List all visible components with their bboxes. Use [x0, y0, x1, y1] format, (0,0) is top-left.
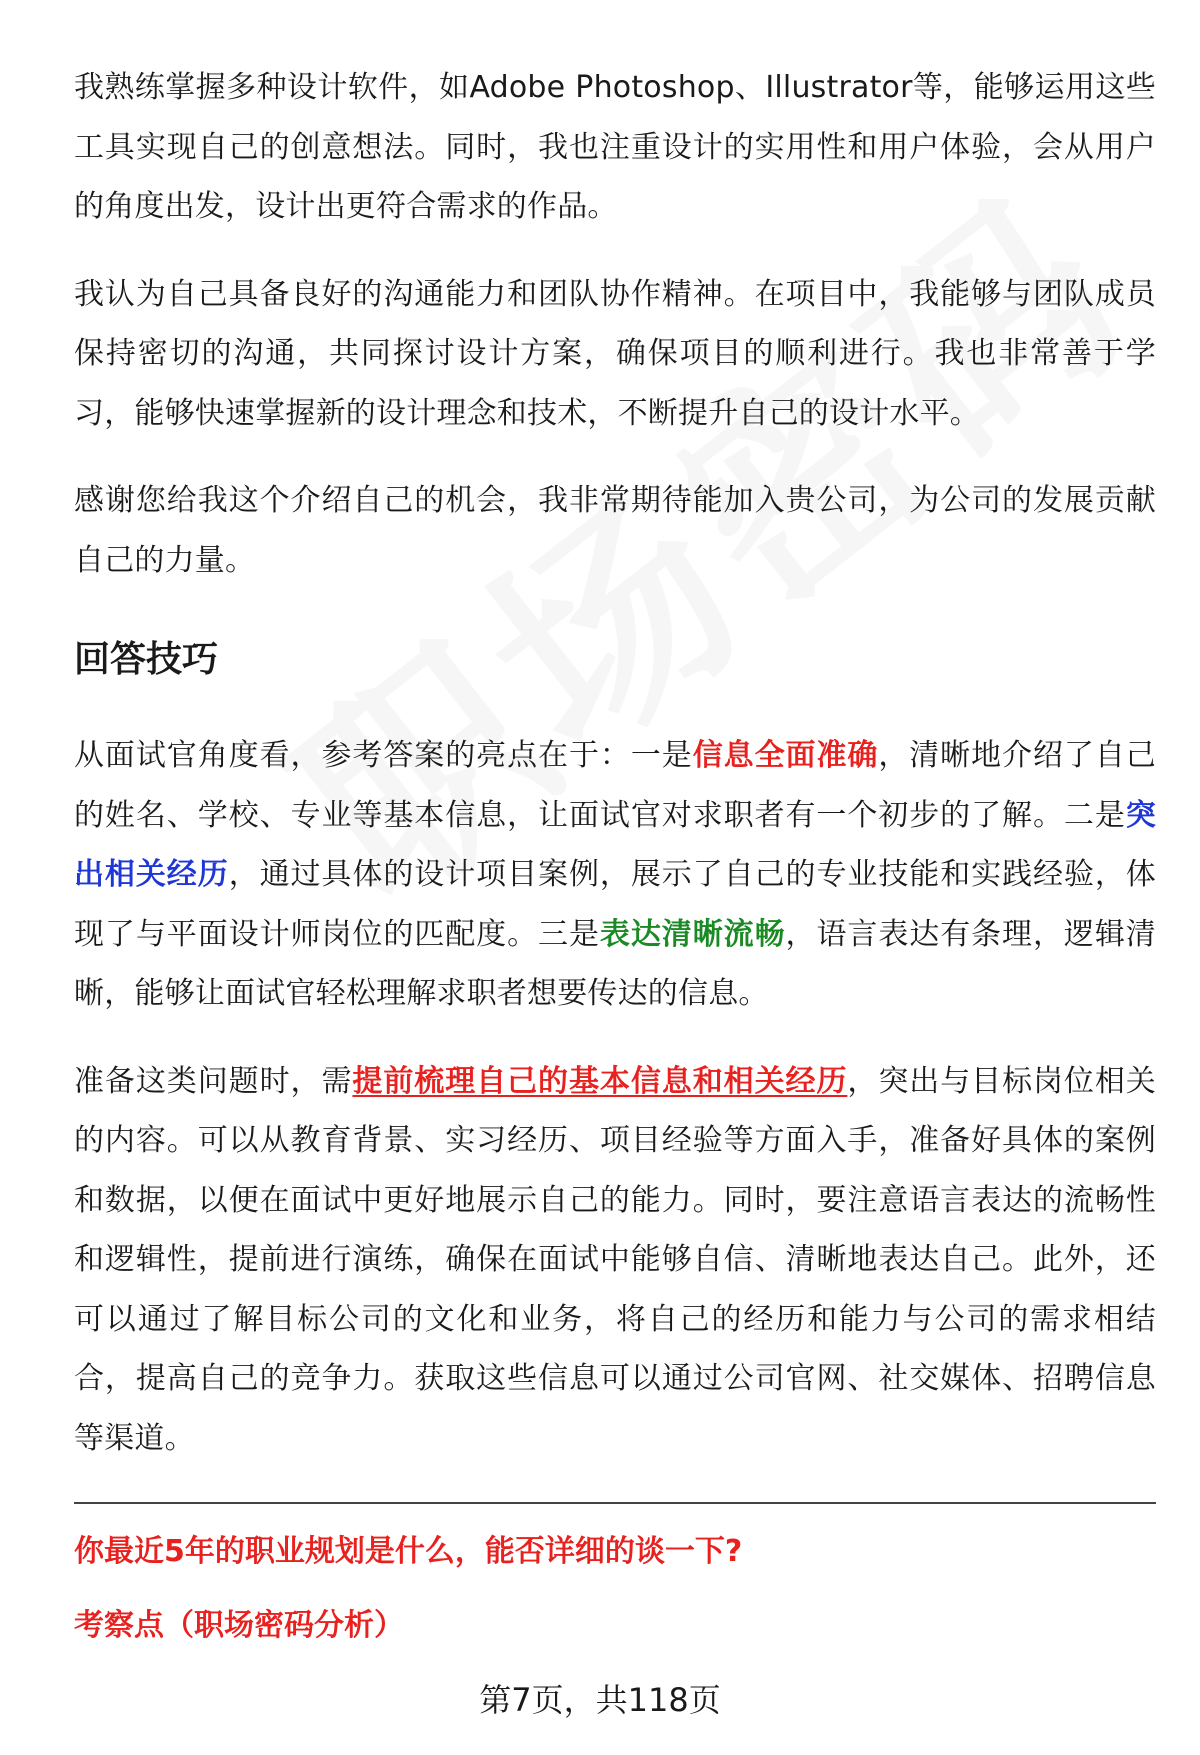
document-page	[74, 58, 1156, 1680]
answer-paragraph-1: 我熟练掌握多种设计软件，如Adobe Photoshop、Illustrator等，能够运用这些工具实现自己的创意想法。同时，我也注重设计的实用性和用户体验，会从用户的角度出发，设计出更符合需求的作品。	[74, 70, 1156, 224]
tips-text: ，突出与目标岗位相关的内容。可以从教育背景、实习经历、项目经验等方面入手，准备好具体的案例和数据，以便在面试中更好地展示自己的能力。同时，要注意语言表达的流畅性和逻辑性，提前进行演练，确保在面试中能够自信、清晰地表达自己。此外，还可以通过了解目标公司的文化和业务，将自己的经历和能力与公司的需求相结合，提高自己的竞争力。获取这些信息可以通过公司官网、社交媒体、招聘信息等渠道。	[74, 1063, 1157, 1456]
tips-paragraph-1	[74, 726, 1156, 1024]
tips-heading: 回答技巧	[74, 639, 219, 680]
highlight-relevant-experience: 突出相关经历	[74, 797, 1156, 892]
highlight-info-accurate: 信息全面准确	[692, 738, 879, 773]
next-question-title: 你最近5年的职业规划是什么，能否详细的谈一下?	[74, 1534, 743, 1569]
answer-paragraph-3: 感谢您给我这个介绍自己的机会，我非常期待能加入贵公司，为公司的发展贡献自己的力量。	[74, 483, 1156, 578]
tips-text: 从面试官角度看，参考答案的亮点在于：一是	[74, 738, 693, 773]
highlight-clear-expression: 表达清晰流畅	[599, 916, 786, 952]
tips-text: ，通过具体的设计项目案例，展示了自己的专业技能和实践经验，体现了与平面设计师岗位的匹配度。三是	[74, 857, 1157, 952]
tips-text: ，语言表达有条理，逻辑清晰，能够让面试官轻松理解求职者想要传达的信息。	[74, 916, 1156, 1011]
tips-text: ，清晰地介绍了自己的姓名、学校、专业等基本信息，让面试官对求职者有一个初步的了解。二是	[74, 738, 1156, 833]
answer-paragraph-2: 我认为自己具备良好的沟通能力和团队协作精神。在项目中，我能够与团队成员保持密切的沟通，共同探讨设计方案，确保项目的顺利进行。我也非常善于学习，能够快速掌握新的设计理念和技术，不断提升自己的设计水平。	[74, 276, 1156, 431]
tips-text: 准备这类问题时，需	[74, 1063, 353, 1099]
next-question-subtitle: 考察点（职场密码分析）	[74, 1608, 404, 1643]
page-number-footer: 第7页，共118页	[479, 1681, 721, 1719]
tips-paragraph-2	[74, 1052, 1156, 1469]
section-divider	[74, 1502, 1156, 1504]
highlight-prepare-info: 提前梳理自己的基本信息和相关经历	[352, 1063, 848, 1099]
